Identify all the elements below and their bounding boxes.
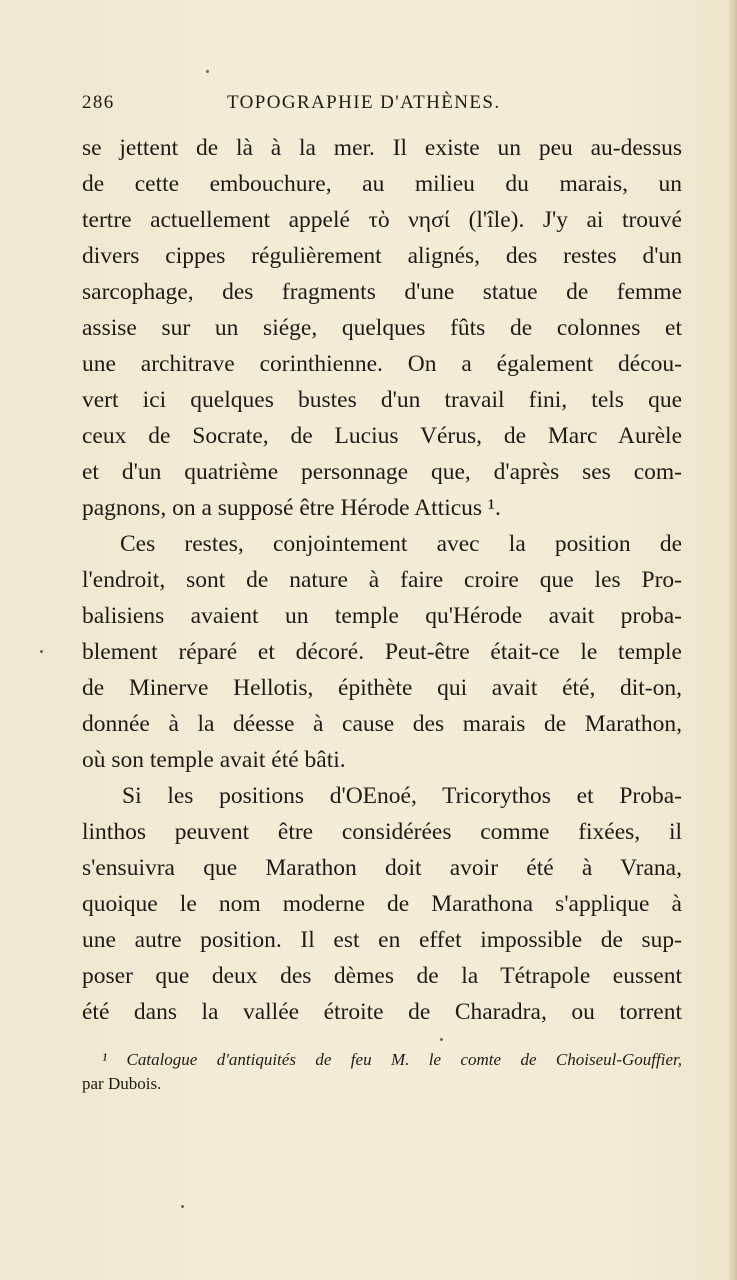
page-number: 286: [82, 92, 115, 113]
paper-speck: [40, 650, 43, 653]
text-line: été dans la vallée étroite de Charadra, ou torrent: [82, 999, 682, 1025]
paper-speck: [440, 1038, 443, 1041]
text-line: et d'un quatrième personnage que, d'après ses com-: [82, 459, 682, 485]
text-line: de cette embouchure, au milieu du marais, un: [82, 171, 682, 197]
text-line: tertre actuellement appelé τὸ νησί (l'île). J'y ai trouvé: [82, 207, 682, 233]
page-header: [82, 92, 682, 116]
text-line: balisiens avaient un temple qu'Hérode avait proba-: [82, 603, 682, 629]
text-line: vert ici quelques bustes d'un travail fini, tels que: [82, 387, 682, 413]
footnote-line: par Dubois.: [82, 1074, 162, 1093]
text-line: assise sur un siége, quelques fûts de colonnes et: [82, 315, 682, 341]
paragraph-start-line: Ces restes, conjointement avec la position de: [120, 531, 682, 557]
text-line: l'endroit, sont de nature à faire croire que les Pro-: [82, 567, 682, 593]
paragraph-end-line: où son temple avait été bâti.: [82, 747, 346, 773]
text-line: sarcophage, des fragments d'une statue de femme: [82, 279, 682, 305]
paper-speck: [206, 70, 209, 73]
running-title: TOPOGRAPHIE D'ATHÈNES.: [227, 92, 501, 113]
paragraph-start-line: Si les positions d'OEnoé, Tricorythos et Proba-: [122, 783, 682, 809]
text-line: divers cippes régulièrement alignés, des restes d'un: [82, 243, 682, 269]
paper-speck: [181, 1205, 184, 1208]
text-line: une autre position. Il est en effet impossible de sup-: [82, 927, 682, 953]
paragraph-end-line: pagnons, on a supposé être Hérode Atticus ¹.: [82, 495, 501, 521]
text-line: s'ensuivra que Marathon doit avoir été à Vrana,: [82, 855, 682, 881]
text-line: de Minerve Hellotis, épithète qui avait été, dit-on,: [82, 675, 682, 701]
text-line: ceux de Socrate, de Lucius Vérus, de Marc Aurèle: [82, 423, 682, 449]
text-line: donnée à la déesse à cause des marais de Marathon,: [82, 711, 682, 737]
body-text: [82, 130, 682, 1030]
text-line: linthos peuvent être considérées comme fixées, il: [82, 819, 682, 845]
text-line: poser que deux des dèmes de la Tétrapole eussent: [82, 963, 682, 989]
text-line: se jettent de là à la mer. Il existe un peu au-dessus: [82, 135, 682, 161]
footnote-line: ¹ Catalogue d'antiquités de feu M. le comte de Choiseul-Gouffier,: [102, 1050, 682, 1069]
footnote: [82, 1048, 682, 1096]
text-line: une architrave corinthienne. On a également décou-: [82, 351, 682, 377]
text-line: quoique le nom moderne de Marathona s'applique à: [82, 891, 682, 917]
text-line: blement réparé et décoré. Peut-être était-ce le temple: [82, 639, 682, 665]
page-edge: [729, 0, 737, 1280]
